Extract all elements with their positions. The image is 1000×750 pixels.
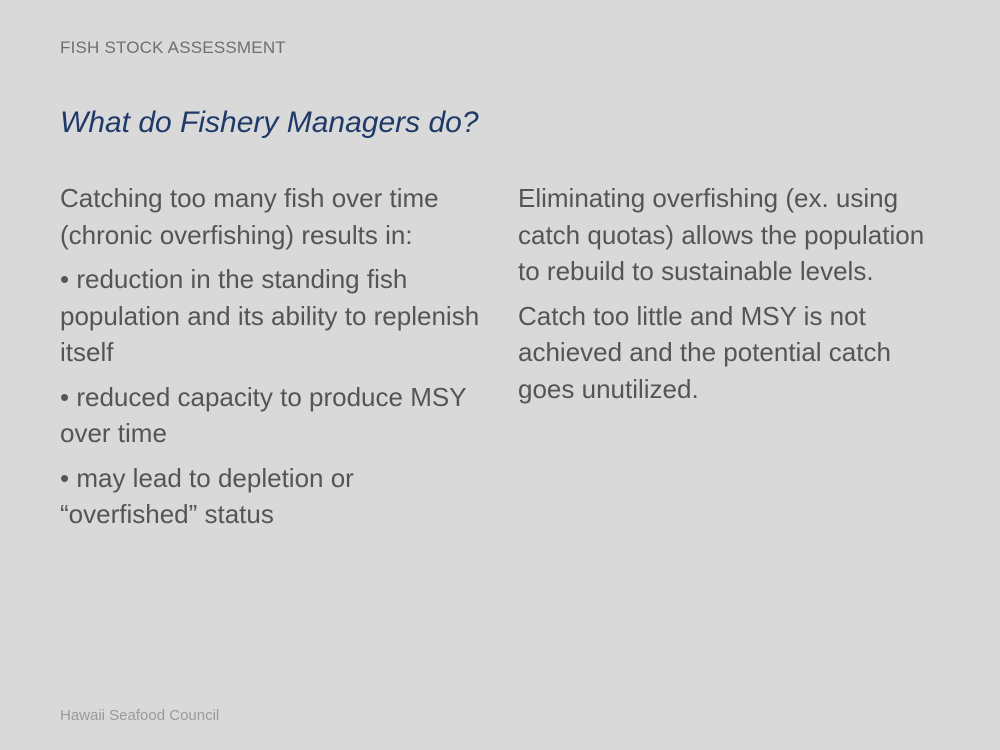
bullet-item: • reduction in the standing fish population and its ability to replenish itself: [60, 264, 480, 367]
section-kicker: FISH STOCK ASSESSMENT: [60, 38, 286, 57]
left-column: [60, 180, 490, 541]
footer-text: Hawaii Seafood Council: [60, 707, 220, 724]
right-paragraph: Eliminating overfishing (ex. using catch quotas) allows the population to rebuild to sustainable levels.: [518, 183, 925, 286]
bullet-item: • may lead to depletion or “overfished” status: [60, 462, 354, 529]
bullet-item: • reduced capacity to produce MSY over time: [60, 381, 467, 448]
left-intro: Catching too many fish over time (chronic overfishing) results in:: [60, 183, 439, 250]
right-paragraph: Catch too little and MSY is not achieved and the potential catch goes unutilized.: [518, 300, 891, 404]
slide-title: What do Fishery Managers do?: [60, 106, 479, 139]
right-column: [518, 180, 938, 415]
